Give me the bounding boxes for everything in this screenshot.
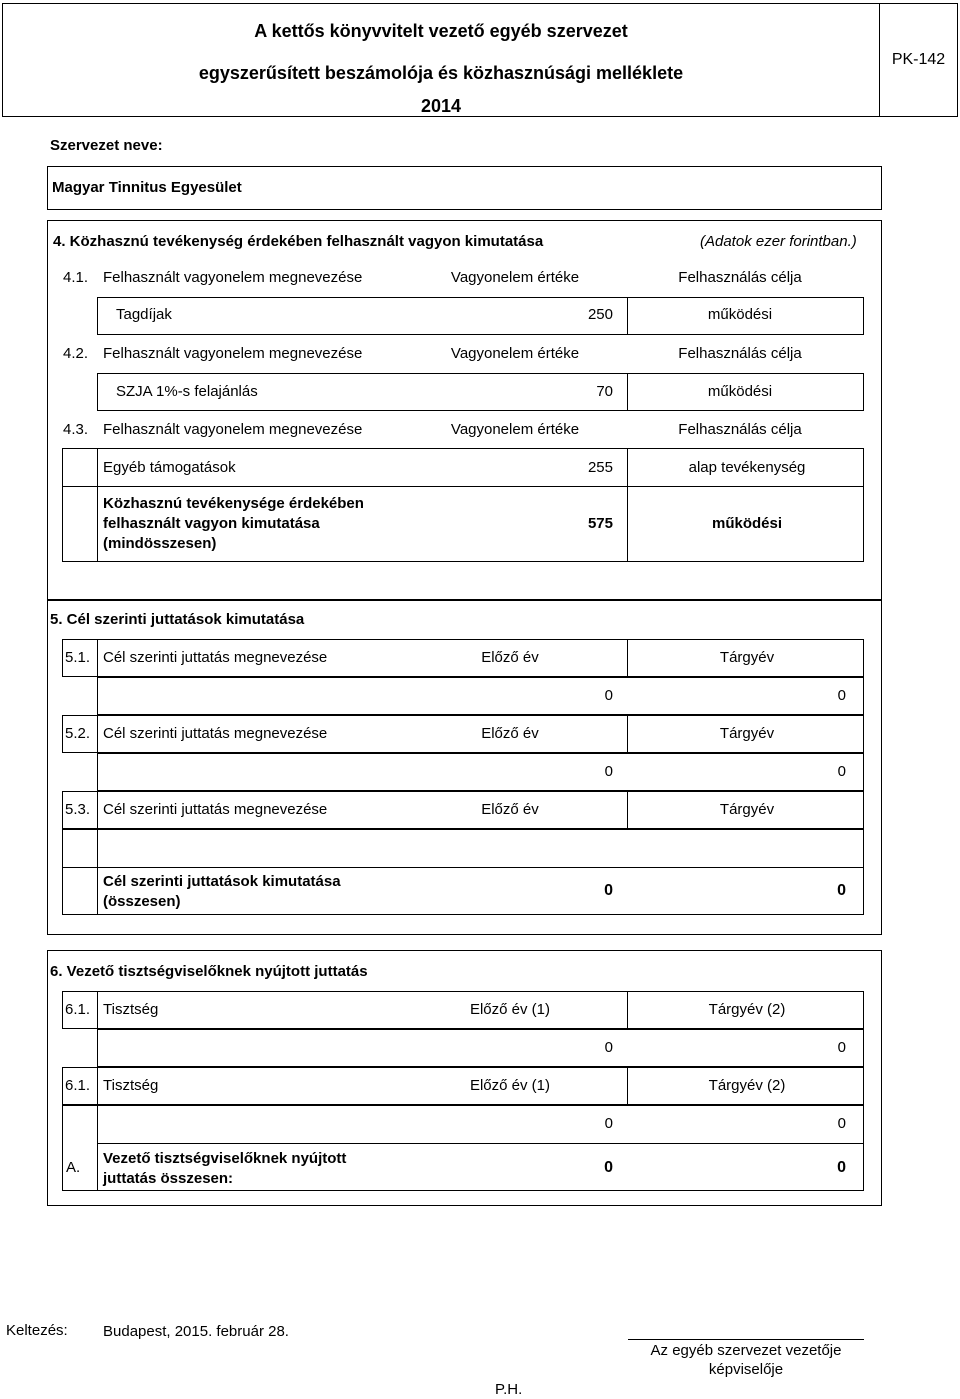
header-row-divider (627, 715, 628, 753)
item-name: SZJA 1%-s felajánlás (116, 383, 258, 400)
curr-value: 0 (837, 1115, 846, 1132)
value-row-divider (97, 1105, 98, 1191)
section6-total-curr: 0 (837, 1159, 846, 1176)
section5-row-num: 5.3. (65, 801, 91, 818)
curr-value: 0 (837, 687, 846, 704)
section4-total-purpose: működési (711, 515, 783, 532)
header-row-divider (627, 991, 628, 1029)
section6-col-curr: Tárgyév (2) (708, 1001, 786, 1018)
date-label: Keltezés: (6, 1322, 68, 1339)
section4-col-value: Vagyonelem értéke (450, 269, 580, 286)
header-row-divider (627, 1067, 628, 1105)
value-row-box (97, 677, 864, 715)
value-row-box (97, 753, 864, 791)
section4-col-purpose: Felhasználás célja (678, 345, 802, 362)
section4-col-name: Felhasznált vagyonelem megnevezése (103, 421, 363, 438)
signature-line (628, 1339, 864, 1340)
curr-value: 0 (837, 763, 846, 780)
item-value: 250 (587, 306, 613, 323)
section5-col-curr: Tárgyév (719, 725, 775, 742)
value-row-divider (97, 829, 98, 915)
section5-total-prev: 0 (604, 882, 613, 899)
prev-value: 0 (604, 1115, 613, 1132)
section4-title: 4. Közhasznú tevékenység érdekében felhasznált vagyon kimutatása (53, 233, 544, 250)
section4-col-value: Vagyonelem értéke (450, 421, 580, 438)
header-row-divider (627, 791, 628, 829)
date-value: Budapest, 2015. február 28. (103, 1323, 289, 1340)
org-label: Szervezet neve: (50, 137, 163, 154)
section4-row-num: 4.2. (63, 345, 89, 362)
section4-total-line3: (mindösszesen) (103, 535, 217, 552)
item-divider (627, 297, 628, 335)
section5-col-curr: Tárgyév (719, 649, 775, 666)
section4-col-name: Felhasznált vagyonelem megnevezése (103, 269, 363, 286)
section6-total-line1: Vezető tisztségviselőknek nyújtott (103, 1150, 347, 1167)
header-row-divider (627, 639, 628, 677)
section6-col-prev: Előző év (1) (469, 1001, 551, 1018)
section6-title: 6. Vezető tisztségviselőknek nyújtott juttatás (50, 963, 368, 980)
section6-col-prev: Előző év (1) (469, 1077, 551, 1094)
section5-row-num: 5.2. (65, 725, 91, 742)
item-purpose: működési (707, 306, 773, 323)
prev-value: 0 (604, 1039, 613, 1056)
section4-col-name: Felhasznált vagyonelem megnevezése (103, 345, 363, 362)
section5-col-name: Cél szerinti juttatás megnevezése (103, 725, 328, 742)
section5-col-prev: Előző év (481, 801, 539, 818)
section5-total-line2: (összesen) (103, 893, 181, 910)
title-line2: egyszerűsített beszámolója és közhasznúsági melléklete (198, 63, 684, 83)
section4-col-purpose: Felhasználás célja (678, 269, 802, 286)
header-row-divider (97, 991, 98, 1029)
section4-row-num: 4.1. (63, 269, 89, 286)
prev-value: 0 (604, 763, 613, 780)
section5-total-curr: 0 (837, 882, 846, 899)
section4-total-line2: felhasznált vagyon kimutatása (103, 515, 320, 532)
unit-note: (Adatok ezer forintban.) (700, 233, 857, 250)
section5-col-name: Cél szerinti juttatás megnevezése (103, 801, 328, 818)
title-line1: A kettős könyvvitelt vezető egyéb szervezet (254, 21, 628, 41)
section6-total-prev: 0 (604, 1159, 613, 1176)
form-code: PK-142 (891, 51, 946, 68)
header-row-divider (97, 791, 98, 829)
header-row-divider (97, 1067, 98, 1105)
report-year: 2014 (420, 96, 462, 116)
item-purpose: működési (707, 383, 773, 400)
value-row-divider-h (62, 867, 864, 868)
item-value: 70 (596, 383, 613, 400)
section6-col-name: Tisztség (103, 1077, 159, 1094)
section4-total-line1: Közhasznú tevékenysége érdekében (103, 495, 364, 512)
section4-col-value: Vagyonelem értéke (450, 345, 580, 362)
section5-title: 5. Cél szerinti juttatások kimutatása (50, 611, 305, 628)
section4-total-value: 575 (587, 515, 613, 532)
section4-col-purpose: Felhasználás célja (678, 421, 802, 438)
section5-col-prev: Előző év (481, 649, 539, 666)
item-divider-h (62, 486, 864, 487)
item-name: Egyéb támogatások (103, 459, 236, 476)
header-row-divider (97, 715, 98, 753)
item-purpose: alap tevékenység (688, 459, 806, 476)
section5-row-num: 5.1. (65, 649, 91, 666)
stamp-label: P.H. (495, 1381, 523, 1398)
section6-total-num: A. (66, 1159, 81, 1176)
prev-value: 0 (604, 687, 613, 704)
value-row-divider-h (97, 1143, 864, 1144)
signatory-line1: Az egyéb szervezet vezetője (650, 1342, 842, 1359)
section5-total-line1: Cél szerinti juttatások kimutatása (103, 873, 341, 890)
section5-col-name: Cél szerinti juttatás megnevezése (103, 649, 328, 666)
header-row-divider (97, 639, 98, 677)
section6-row-num: 6.1. (65, 1001, 91, 1018)
section6-col-curr: Tárgyév (2) (708, 1077, 786, 1094)
section5-col-curr: Tárgyév (719, 801, 775, 818)
curr-value: 0 (837, 1039, 846, 1056)
value-row-box (97, 1029, 864, 1067)
item-name: Tagdíjak (116, 306, 172, 323)
section6-col-name: Tisztség (103, 1001, 159, 1018)
section5-col-prev: Előző év (481, 725, 539, 742)
signatory-line2: képviselője (708, 1361, 784, 1378)
section6-total-line2: juttatás összesen: (103, 1170, 234, 1187)
item-divider (627, 448, 628, 562)
section4-row-num: 4.3. (63, 421, 89, 438)
section6-row-num: 6.1. (65, 1077, 91, 1094)
item-divider (97, 448, 98, 562)
org-name: Magyar Tinnitus Egyesület (52, 179, 242, 196)
item-value: 255 (587, 459, 613, 476)
item-divider (627, 373, 628, 411)
